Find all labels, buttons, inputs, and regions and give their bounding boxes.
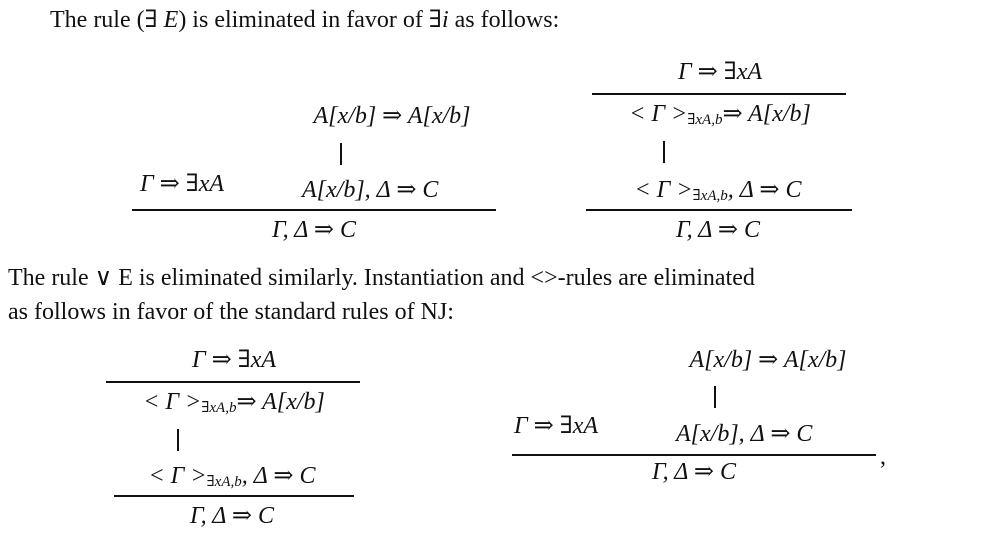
proof3-vdots xyxy=(177,429,179,451)
proof3-second-pre: < Γ > xyxy=(143,389,202,415)
proof3-top: Γ ⇒ ∃xA xyxy=(191,347,277,373)
proof2-second xyxy=(629,100,811,134)
proof2-vdots xyxy=(663,141,665,163)
proof2-line-1 xyxy=(592,93,846,95)
proof3-third-sub: ∃xA,b xyxy=(206,474,242,490)
proof1-left-premise: Γ ⇒ ∃xA xyxy=(140,171,225,197)
proof2-second-pre: < Γ > xyxy=(629,101,688,127)
proof3-line-2 xyxy=(114,495,354,497)
proof2-line-2 xyxy=(586,209,852,211)
proof2-third-sub: ∃xA,b xyxy=(692,188,728,204)
proof2-third xyxy=(634,176,801,210)
proof3-conclusion: Γ, Δ ⇒ C xyxy=(190,503,274,529)
intro-sentence xyxy=(50,6,559,34)
proof2-second-sub: ∃xA,b xyxy=(687,112,723,128)
proof1-vdots xyxy=(340,143,342,165)
para2-line-2: as follows in favor of the standard rules of NJ: xyxy=(8,299,454,325)
proof2-second-post: ⇒ A[x/b] xyxy=(722,101,811,127)
proof4-trailing-comma: , xyxy=(880,444,886,470)
intro-i: i xyxy=(441,7,449,33)
intro-middle: ) is eliminated in favor of ∃ xyxy=(178,7,442,33)
proof4-conclusion: Γ, Δ ⇒ C xyxy=(652,459,736,485)
proof4-top-premise: A[x/b] ⇒ A[x/b] xyxy=(689,347,847,373)
proof3-line-1 xyxy=(106,381,360,383)
proof1-conclusion: Γ, Δ ⇒ C xyxy=(272,217,356,243)
intro-e: E xyxy=(163,7,179,33)
proof4-inference-line xyxy=(512,454,876,456)
proof2-third-post: , Δ ⇒ C xyxy=(727,177,802,203)
proof3-third-pre: < Γ > xyxy=(148,463,207,489)
intro-suffix: as follows: xyxy=(448,7,560,33)
intro-prefix: The rule (∃ xyxy=(50,7,164,33)
para2-line-1: The rule ∨ E is eliminated similarly. Instantiation and <>-rules are eliminated xyxy=(8,265,755,291)
proof4-left-premise: Γ ⇒ ∃xA xyxy=(514,413,599,439)
proof3-second-post: ⇒ A[x/b] xyxy=(236,389,325,415)
proof3-third xyxy=(148,462,315,496)
proof2-conclusion: Γ, Δ ⇒ C xyxy=(676,217,760,243)
proof3-second xyxy=(143,388,325,422)
proof1-top-premise: A[x/b] ⇒ A[x/b] xyxy=(313,103,471,129)
proof3-second-sub: ∃xA,b xyxy=(201,400,237,416)
proof1-right-premise: A[x/b], Δ ⇒ C xyxy=(302,177,439,203)
proof3-third-post: , Δ ⇒ C xyxy=(241,463,316,489)
proof4-right-premise: A[x/b], Δ ⇒ C xyxy=(676,421,813,447)
proof2-third-pre: < Γ > xyxy=(634,177,693,203)
proof4-vdots xyxy=(714,386,716,408)
proof1-inference-line xyxy=(132,209,496,211)
proof2-top: Γ ⇒ ∃xA xyxy=(677,59,763,85)
